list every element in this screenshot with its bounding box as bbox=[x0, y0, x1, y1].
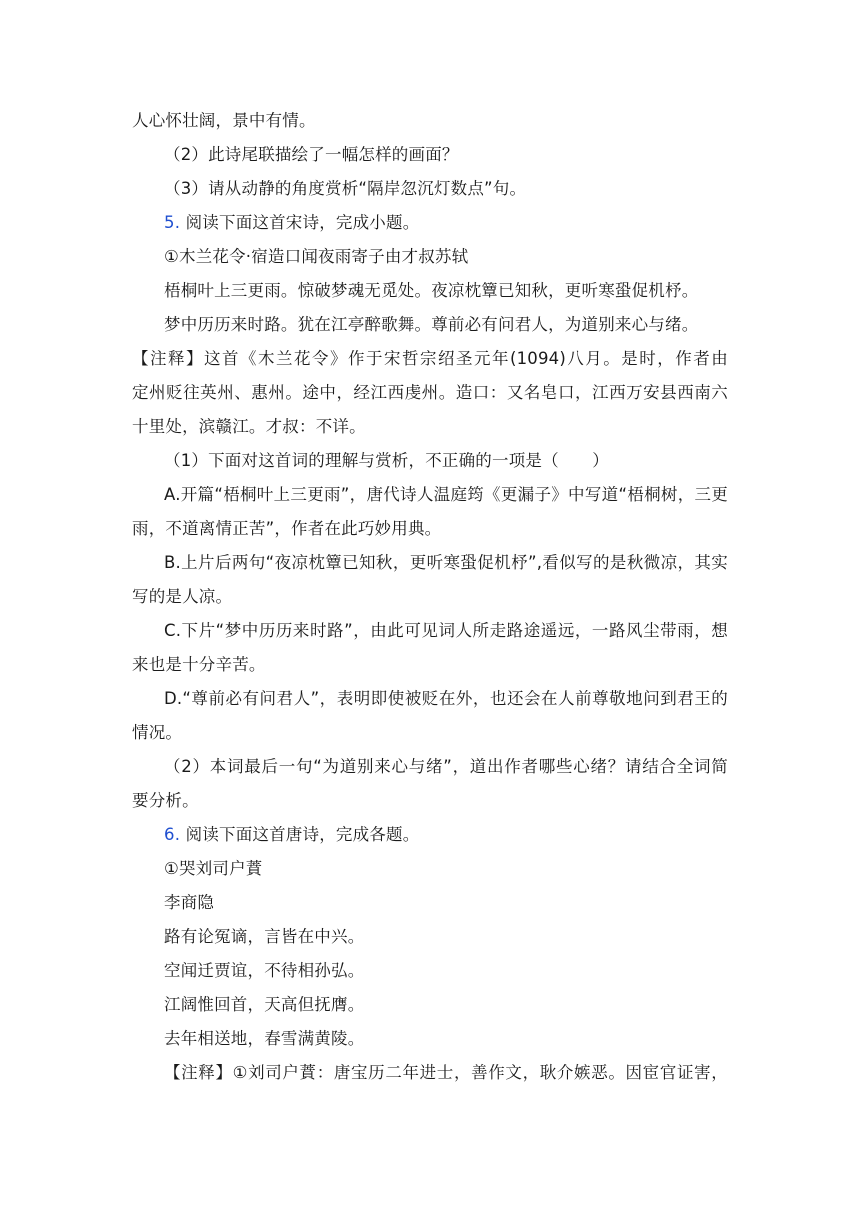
question-4-3: （3）请从动静的角度赏析“隔岸忽沉灯数点”句。 bbox=[164, 179, 527, 198]
option-c: C.下片“梦中历历来时路”，由此可见词人所走路途遥远，一路风尘带雨，想 bbox=[164, 621, 728, 640]
poem-line: 梦中历历来时路。犹在江亭醉歌舞。尊前必有问君人，为道别来心与绪。 bbox=[164, 315, 699, 334]
question-number: 5. bbox=[164, 213, 181, 232]
option-a: A.开篇“梧桐叶上三更雨”，唐代诗人温庭筠《更漏子》中写道“梧桐树，三更 bbox=[164, 485, 728, 504]
option-b-cont: 写的是人凉。 bbox=[132, 587, 233, 606]
poem-author: 李商隐 bbox=[164, 893, 215, 912]
option-b: B.上片后两句“夜凉枕簟已知秋，更听寒蛩促机杼”,看似写的是秋微凉，其实 bbox=[164, 553, 728, 572]
question-prompt: 阅读下面这首宋诗，完成小题。 bbox=[185, 213, 420, 232]
question-5-heading bbox=[164, 212, 419, 234]
poem-title: ①木兰花令·宿造口闻夜雨寄子由才叔苏轼 bbox=[164, 247, 469, 266]
poem-line: 去年相送地，春雪满黄陵。 bbox=[164, 1029, 365, 1048]
annotation-line: 定州贬往英州、惠州。途中，经江西虔州。造口：又名皂口，江西万安县西南六 bbox=[132, 383, 728, 402]
poem-line: 空闻迁贾谊，不待相孙弘。 bbox=[164, 961, 365, 980]
poem-line: 路有论冤谪，言皆在中兴。 bbox=[164, 927, 365, 946]
annotation-line: 【注释】①刘司户蕡：唐宝历二年进士，善作文，耿介嫉恶。因宦官证害， bbox=[164, 1063, 728, 1082]
question-5-2-cont: 要分析。 bbox=[132, 791, 199, 810]
option-d-cont: 情况。 bbox=[132, 723, 183, 742]
poem-line: 江阔惟回首，天高但抚膺。 bbox=[164, 995, 365, 1014]
question-4-2: （2）此诗尾联描绘了一幅怎样的画面？ bbox=[164, 145, 459, 164]
option-a-cont: 雨，不道离情正苦”，作者在此巧妙用典。 bbox=[132, 519, 442, 538]
question-5-2: （2）本词最后一句“为道别来心与绪”，道出作者哪些心绪？请结合全词简 bbox=[164, 757, 728, 776]
poem-line: 梧桐叶上三更雨。惊破梦魂无觅处。夜凉枕簟已知秋，更听寒蛩促机杼。 bbox=[164, 281, 699, 300]
annotation-line: 【注释】这首《木兰花令》作于宋哲宗绍圣元年(1094)八月。是时，作者由 bbox=[132, 349, 728, 368]
annotation-line: 十里处，滨赣江。才叔：不详。 bbox=[132, 417, 366, 436]
text-line: 人心怀壮阔，景中有情。 bbox=[132, 111, 316, 130]
option-c-cont: 来也是十分辛苦。 bbox=[132, 655, 266, 674]
option-d: D.“尊前必有问君人”，表明即使被贬在外，也还会在人前尊敬地问到君王的 bbox=[164, 689, 728, 708]
question-prompt: 阅读下面这首唐诗，完成各题。 bbox=[185, 825, 420, 844]
poem-title: ①哭刘司户蕡 bbox=[164, 859, 263, 878]
question-number: 6. bbox=[164, 825, 181, 844]
question-5-1: （1）下面对这首词的理解与赏析，不正确的一项是（ ） bbox=[164, 451, 609, 470]
question-6-heading bbox=[164, 824, 419, 846]
